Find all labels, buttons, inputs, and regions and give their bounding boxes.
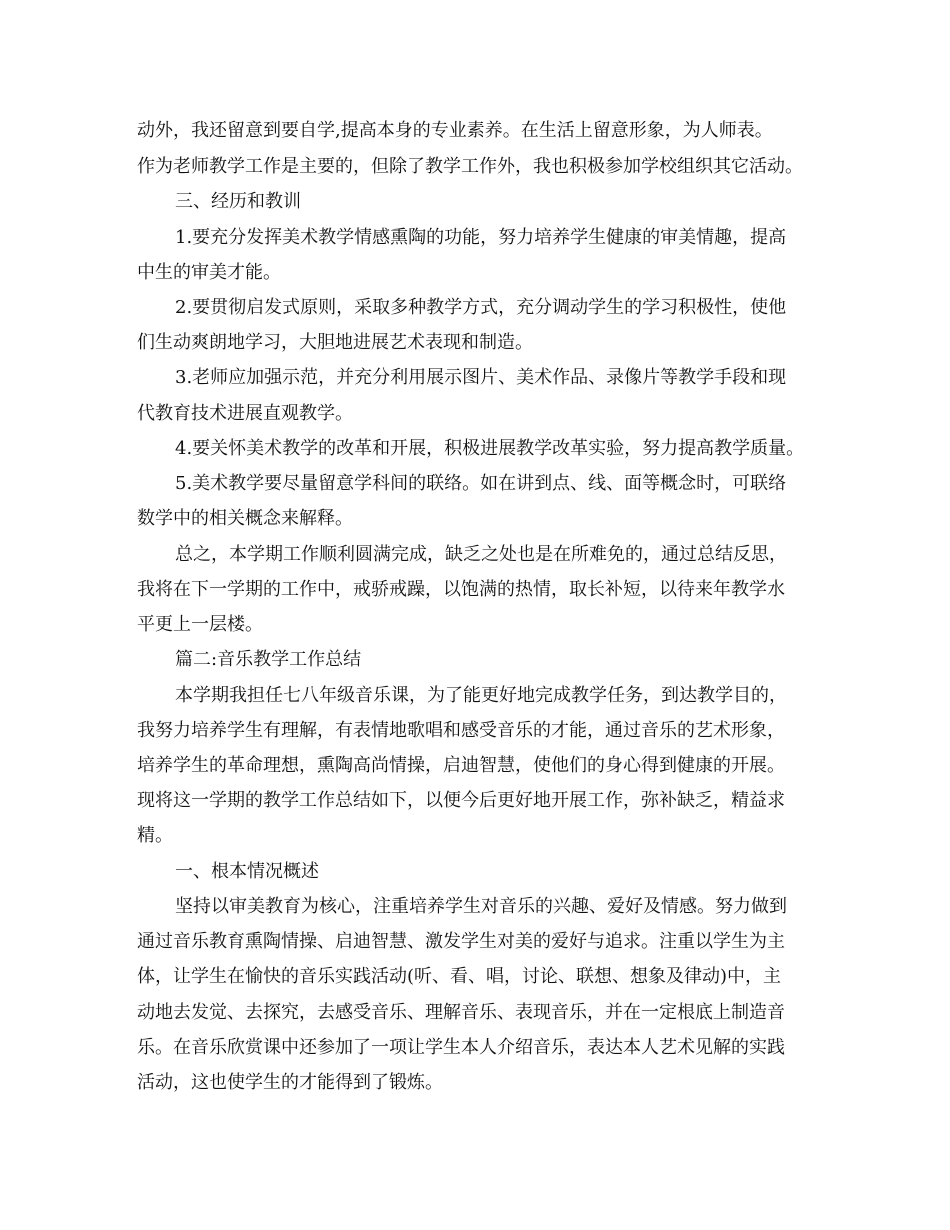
text-line: 我将在下一学期的工作中，戒骄戒躁，以饱满的热情，取长补短，以待来年教学水 <box>137 579 785 600</box>
text-line: 们生动爽朗地学习，大胆地进展艺术表现和制造。 <box>137 332 533 353</box>
text-line: 总之，本学期工作顺利圆满完成，缺乏之处也是在所难免的，通过总结反思， <box>175 544 787 565</box>
text-line: 数学中的相关概念来解释。 <box>137 508 353 529</box>
text-line: 代教育技术进展直观教学。 <box>137 403 353 424</box>
section-heading: 篇二:音乐教学工作总结 <box>175 649 362 670</box>
text-line: 现将这一学期的教学工作总结如下，以便今后更好地开展工作，弥补缺乏，精益求 <box>137 790 785 811</box>
text-line: 乐。在音乐欣赏课中还参加了一项让学生本人介绍音乐，表达本人艺术见解的实践 <box>137 1037 785 1058</box>
text-line: 培养学生的革命理想，熏陶高尚情操，启迪智慧，使他们的身心得到健康的开展。 <box>137 755 785 776</box>
section-heading: 三、经历和教训 <box>175 191 301 212</box>
text-line: 坚持以审美教育为核心，注重培养学生对音乐的兴趣、爱好及情感。努力做到 <box>175 896 787 917</box>
text-line: 平更上一层楼。 <box>137 614 263 635</box>
text-line: 中生的审美才能。 <box>137 262 281 283</box>
text-line: 通过音乐教育熏陶情操、启迪智慧、激发学生对美的爱好与追求。注重以学生为主 <box>137 931 785 952</box>
text-line: 活动，这也使学生的才能得到了锻炼。 <box>137 1072 443 1093</box>
text-line: 作为老师教学工作是主要的，但除了教学工作外，我也积极参加学校组织其它活动。 <box>137 156 803 177</box>
section-heading: 一、根本情况概述 <box>175 861 319 882</box>
text-line: 体，让学生在愉快的音乐实践活动(听、看、唱，讨论、联想、想象及律动)中，主 <box>137 966 782 987</box>
text-line: 我努力培养学生有理解，有表情地歌唱和感受音乐的才能，通过音乐的艺术形象， <box>137 720 785 741</box>
text-line: 动外，我还留意到要自学,提高本身的专业素养。在生活上留意形象，为人师表。 <box>137 120 773 141</box>
text-line: 精。 <box>137 825 173 846</box>
text-line: 本学期我担任七八年级音乐课，为了能更好地完成教学任务，到达教学目的， <box>175 685 787 706</box>
text-line: 3.老师应加强示范，并充分利用展示图片、美术作品、录像片等教学手段和现 <box>175 367 787 388</box>
text-line: 1.要充分发挥美术教学情感熏陶的功能，努力培养学生健康的审美情趣，提高 <box>175 227 787 248</box>
text-line: 2.要贯彻启发式原则，采取多种教学方式，充分调动学生的学习积极性，使他 <box>175 297 787 318</box>
text-line: 4.要关怀美术教学的改革和开展，积极进展教学改革实验，努力提高教学质量。 <box>175 438 805 459</box>
text-line: 动地去发觉、去探究，去感受音乐、理解音乐、表现音乐，并在一定根底上制造音 <box>137 1002 785 1023</box>
text-line: 5.美术教学要尽量留意学科间的联络。如在讲到点、线、面等概念时，可联络 <box>175 473 787 494</box>
